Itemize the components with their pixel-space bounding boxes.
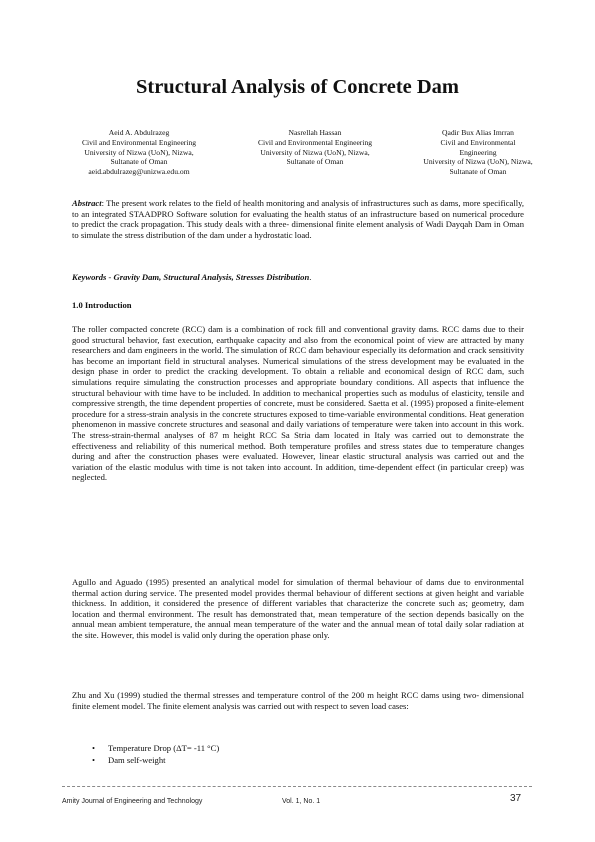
author-affiliation: Sultanate of Oman bbox=[449, 167, 507, 177]
list-item-text: Temperature Drop (ΔT= -11 °C) bbox=[108, 743, 220, 753]
footer-divider bbox=[62, 786, 532, 787]
list-item bbox=[92, 742, 219, 754]
keywords bbox=[72, 272, 524, 283]
list-item-text: Dam self-weight bbox=[108, 755, 166, 765]
footer-journal: Amity Journal of Engineering and Technology bbox=[62, 798, 203, 805]
paragraph: The roller compacted concrete (RCC) dam is a combination of rock fill and conventional gravity dams. RCC dams due to their good structural behavior, fast execution, earthquake capacity and also from the economical point of view are attracted by many researchers and dam engineers in the world. The simulation of RCC dam behaviour especially its deformation and crack sensitivity has become an important field in structural analyses. Numerical simulations of the stress development may be evaluated in the design phase in order to predict the cracking development. To obtain a reliable and economical design of RCC dam, such simulations require simulating the construction processes and appropriate boundary conditions. All aspects that influence the structural behaviour with time have to be included. In addition to mechanical properties such as modulus of elasticity, tensile and compressive strength, the time dependent properties of concrete, must be considered. Saetta et al. (1995) proposed a finite-element procedure for a stress-strain analysis in the concrete structures exposed to time-variable environmental conditions. Heat generation phenomenon in massive concrete structures and seasonal and daily variations of temperature were taken into account in this work. The stress-strain-thermal analyses of 87 m height RCC Sa Stria dam located in Italy was carried out to demonstrate the effectiveness and reliability of this numerical method. Both temperature profiles and stress states due to temperature changes during and after the construction phases were evaluated. However, linear elastic structural analysis was carried out and the variation of the elastic modulus with time is not taken into account. In addition, time-dependent effect (in particular creep) was neglected. bbox=[72, 324, 524, 483]
paragraph: Zhu and Xu (1999) studied the thermal stresses and temperature control of the 200 m height RCC dams using two- dimensional finite element model. The finite element analysis was carried out with respect to seven load cases: bbox=[72, 690, 524, 711]
load-case-list bbox=[92, 742, 219, 766]
footer-volume: Vol. 1, No. 1 bbox=[282, 798, 321, 805]
keywords-period: . bbox=[309, 272, 312, 282]
keywords-text: Keywords - Gravity Dam, Structural Analysis, Stresses Distribution bbox=[72, 272, 310, 282]
author-affiliation: Sultanate of Oman bbox=[110, 157, 168, 167]
section-heading: 1.0 Introduction bbox=[72, 300, 132, 310]
author-name: Nasrellah Hassan bbox=[288, 128, 342, 137]
author-affiliation: Engineering bbox=[459, 147, 497, 157]
author-affiliation: Sultanate of Oman bbox=[286, 157, 344, 167]
author-block-2 bbox=[236, 128, 394, 167]
author-name: Aeid A. Abdulrazeg bbox=[108, 128, 170, 137]
author-affiliation: University of Nizwa (UoN), Nizwa, bbox=[84, 147, 194, 157]
paper-title: Structural Analysis of Concrete Dam bbox=[135, 76, 460, 98]
bullet-icon: • bbox=[92, 743, 96, 753]
abstract bbox=[72, 198, 524, 240]
page-number: 37 bbox=[510, 793, 522, 804]
author-affiliation: Civil and Environmental bbox=[440, 137, 516, 147]
author-affiliation: Civil and Environmental Engineering bbox=[257, 137, 373, 147]
author-name: Qadir Bux Alias Imrran bbox=[442, 128, 514, 137]
paragraph: Agullo and Aguado (1995) presented an analytical model for simulation of thermal behaviour of dams due to environmental thermal action during service. The presented model provides thermal behaviour of different sections at given height and variable thickness. In addition, it considered the presence of different variables that characterize the concrete such as; geometry, dam location and thermal environment. The result has demonstrated that, mean temperature of the section depends basically on the annual mean ambient temperature, the annual mean temperature of the water and the annual mean of total daily solar radiation at the site. However, this model is valid only during the operation phase only. bbox=[72, 577, 524, 640]
list-item bbox=[92, 754, 219, 766]
bullet-icon: • bbox=[92, 755, 96, 765]
author-affiliation: University of Nizwa (UoN), Nizwa, bbox=[260, 147, 370, 157]
author-affiliation: University of Nizwa (UoN), Nizwa, bbox=[423, 157, 533, 167]
author-block-1 bbox=[50, 128, 228, 177]
author-email: aeid.abdulrazeg@unizwa.edu.om bbox=[88, 167, 190, 177]
abstract-text: : The present work relates to the field of health monitoring and analysis of infrastructures such as dams, more specifically, to an integrated STAADPRO Software solution for evaluating the health status of an infrastructure based on numerical procedure to predict the crack propagation. This study deals with a three- dimensional finite element analysis of Wadi Dayqah Dam in Oman to simulate the stress distribution of the dam under a hydrostatic load. bbox=[72, 198, 524, 240]
author-block-3 bbox=[396, 128, 560, 177]
author-affiliation: Civil and Environmental Engineering bbox=[81, 137, 197, 147]
abstract-label: Abstract bbox=[72, 198, 102, 208]
